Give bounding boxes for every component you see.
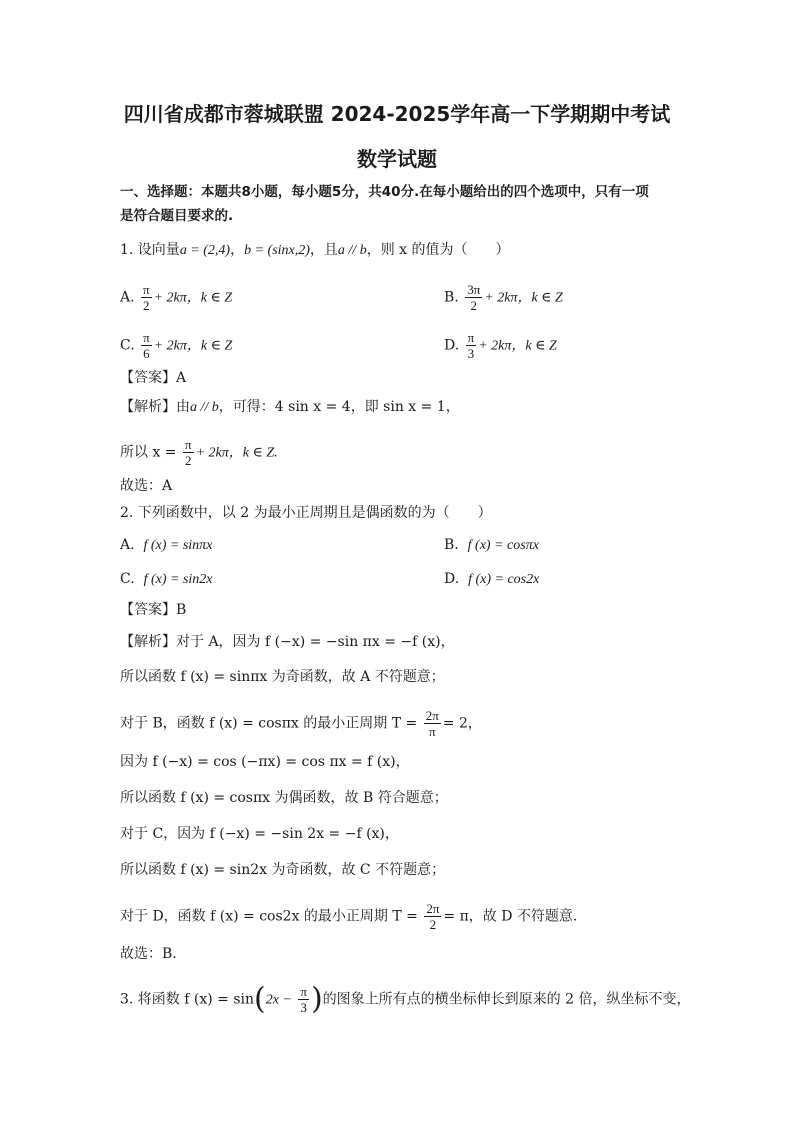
q1-option-d: D. $\frac{\pi}{3}$ + 2kπ，k ∈ Z (444, 330, 557, 361)
q1-analysis-2: 所以 x = $\frac{\pi}{2}$ + 2kπ，k ∈ Z. (120, 437, 278, 468)
q2-analysis-4: 因为 f (−x) = cos (−πx) = cos πx = f (x)， (120, 754, 410, 770)
q2-analysis-3: 对于 B，函数 f (x) = cosπx 的最小正周期 T = $\frac{2\pi}{\pi}$ = 2， (120, 708, 482, 739)
q2-option-c: C. f (x) = sin2x (120, 571, 213, 587)
q2-analysis-5: 所以函数 f (x) = cosπx 为偶函数，故 B 符合题意； (120, 790, 448, 806)
fraction: $\frac{\pi}{2}$ (143, 282, 150, 313)
q2-answer: 【答案】B (120, 602, 187, 618)
document-title: 四川省成都市蓉城联盟 2024-2025学年高一下学期期中考试 (123, 102, 671, 126)
q1-stem: 1. 设向量a = (2,4)，b = (sinx,2)，且a // b，则 x 的值为（ ） (120, 242, 510, 258)
q2-conclusion: 故选：B. (120, 946, 177, 962)
fraction: $\frac{\pi}{3}$ (467, 330, 475, 361)
right-paren: ) (310, 981, 323, 1017)
q1-answer: 【答案】A (120, 370, 187, 386)
section-heading-cont: 是符合题目要求的. (120, 208, 234, 224)
fraction: $\frac{\pi}{2}$ (184, 437, 192, 468)
fraction: $\frac{\pi}{6}$ (143, 330, 150, 361)
q2-stem: 2. 下列函数中，以 2 为最小正周期且是偶函数的为（ ） (120, 505, 492, 521)
q1-option-c: C. $\frac{\pi}{6}$ + 2kπ，k ∈ Z (120, 330, 233, 361)
section-heading: 一、选择题：本题共8小题，每小题5分，共40分.在每小题给出的四个选项中，只有一项 (120, 184, 649, 200)
q1-option-b: B. $\frac{3\pi}{2}$ + 2kπ，k ∈ Z (444, 282, 563, 313)
q2-analysis-7: 所以函数 f (x) = sin2x 为奇函数，故 C 不符题意； (120, 862, 446, 878)
fraction: $\frac{2\pi}{2}$ (426, 901, 440, 932)
q1-option-a: A. $\frac{\pi}{2}$ + 2kπ，k ∈ Z (120, 282, 233, 313)
q2-analysis-6: 对于 C，因为 f (−x) = −sin 2x = −f (x)， (120, 826, 399, 842)
fraction: $\frac{3\pi}{2}$ (467, 282, 481, 313)
q1-vector-b: b = (sinx,2) (244, 243, 310, 258)
q1-conclusion: 故选：A (120, 478, 173, 494)
fraction: $\frac{\pi}{3}$ (300, 984, 307, 1015)
q1-analysis: 【解析】由a // b，可得：4 sin x = 4，即 sin x = 1， (120, 399, 460, 415)
q2-analysis-1: 【解析】对于 A，因为 f (−x) = −sin πx = −f (x)， (120, 634, 455, 650)
fraction: $\frac{2\pi}{\pi}$ (425, 708, 439, 739)
q2-analysis-8: 对于 D，函数 f (x) = cos2x 的最小正周期 T = $\frac{2\pi}{2}$ = π，故 D 不符题意. (120, 901, 578, 932)
q2-option-a: A. f (x) = sinπx (120, 537, 213, 553)
q2-option-d: D. f (x) = cos2x (444, 571, 540, 587)
left-paren: ( (254, 981, 266, 1017)
q2-option-b: B. f (x) = cosπx (444, 537, 539, 553)
q1-vector-a: a = (2,4) (179, 243, 231, 258)
document-subtitle: 数学试题 (357, 147, 437, 171)
q1-parallel: a // b (337, 243, 367, 258)
q3-stem: 3. 将函数 f (x) = sin(2x − $\frac{\pi}{3}$ )的图象上所有点的横坐标伸长到原来的 2 倍，纵坐标不变， (120, 981, 691, 1017)
q2-analysis-2: 所以函数 f (x) = sinπx 为奇函数，故 A 不符题意； (120, 669, 445, 685)
